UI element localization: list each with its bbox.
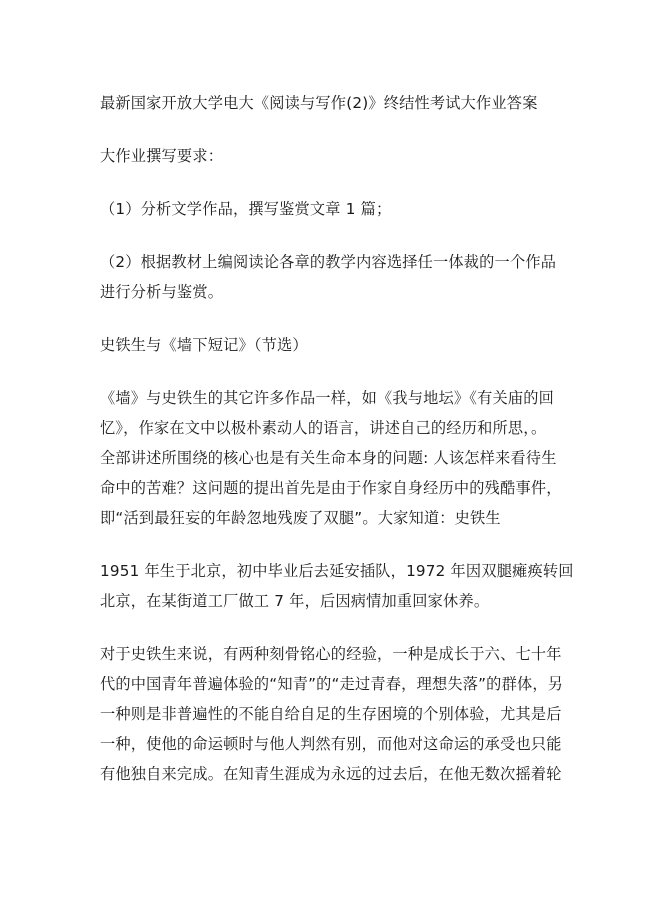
text-line: 大作业撰写要求： (100, 147, 224, 165)
text-line: 《墙》与史铁生的其它许多作品一样，如《我与地坛》《有关庙的回 (100, 389, 555, 407)
text-line: 史铁生与《墙下短记》（节选） (100, 336, 308, 354)
text-line: 忆》，作家在文中以极朴素动人的语言，讲述自己的经历和所思，。 (100, 419, 547, 437)
body-paragraph-2 (100, 556, 574, 616)
text-line: 即“活到最狂妄的年龄忽地残废了双腿”。大家知道：史铁生 (100, 509, 501, 527)
text-line: 有他独自来完成。在知青生涯成为永远的过去后，在他无数次摇着轮 (100, 765, 562, 783)
body-paragraph-1 (100, 383, 570, 533)
text-line: 一种则是非普遍性的不能自给自足的生存困境的个别体验，尤其是后 (100, 705, 562, 723)
essay-title (100, 330, 570, 360)
text-line: 一种，使他的命运顿时与他人判然有别，而他对这命运的承受也只能 (100, 735, 562, 753)
text-line: （1）分析文学作品，撰写鉴赏文章 1 篇； (100, 200, 392, 218)
requirement-item-2 (100, 247, 570, 307)
text-line: 命中的苦难？这问题的提出首先是由于作家自身经历中的残酷事件， (100, 479, 562, 497)
body-paragraph-3 (100, 639, 570, 789)
requirement-item-1 (100, 194, 570, 224)
text-line: 进行分析与鉴赏。 (100, 283, 224, 301)
requirements-heading (100, 141, 570, 171)
text-line: 北京，在某街道工厂做工 7 年，后因病情加重回家休养。 (100, 592, 490, 610)
document-body (100, 88, 574, 789)
text-line: （2）根据教材上编阅读论各章的教学内容选择任一体裁的一个作品 (100, 253, 557, 271)
document-title (100, 88, 570, 118)
text-line: 最新国家开放大学电大《阅读与写作(2)》终结性考试大作业答案 (100, 94, 538, 112)
text-line: 代的中国青年普遍体验的“知青”的“走过青春，理想失落”的群体，另 (100, 675, 564, 693)
text-line: 1951 年生于北京，初中毕业后去延安插队，1972 年因双腿瘫痪转回 (100, 562, 574, 580)
text-line: 对于史铁生来说，有两种刻骨铭心的经验，一种是成长于六、七十年 (100, 645, 562, 663)
text-line: 全部讲述所围绕的核心也是有关生命本身的问题: 人该怎样来看待生 (100, 449, 557, 467)
